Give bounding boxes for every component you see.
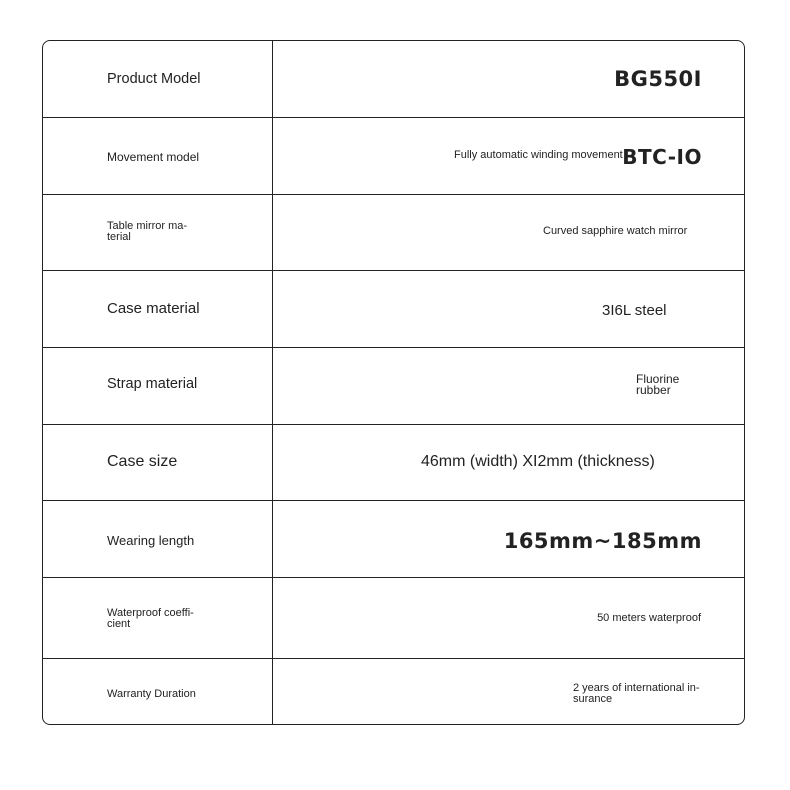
spec-label: Case size — [107, 453, 178, 470]
spec-row-case-size — [43, 425, 744, 501]
spec-label: Product Model — [107, 71, 201, 87]
spec-value: 46mm (width) XI2mm (thickness) — [421, 453, 655, 470]
spec-label: Movement model — [107, 150, 200, 164]
spec-row-waterproof — [43, 578, 744, 659]
spec-table — [42, 40, 745, 725]
spec-value: BTC-IO — [622, 145, 702, 169]
spec-row-wearing-length — [43, 501, 744, 578]
spec-label: Table mirror ma-terial — [107, 220, 188, 243]
spec-value: BG550I — [614, 67, 702, 91]
spec-value: 165mm~185mm — [503, 529, 702, 553]
spec-row-strap-material — [43, 348, 744, 425]
spec-value: 2 years of international in-surance — [573, 682, 700, 705]
spec-label: Case material — [107, 300, 200, 317]
spec-label: Wearing length — [107, 533, 195, 548]
spec-row-product-model — [43, 41, 744, 118]
spec-row-movement-model — [43, 118, 744, 195]
spec-label: Warranty Duration — [107, 688, 196, 700]
spec-value: 50 meters waterproof — [597, 612, 701, 624]
spec-value: Fluorine rubber — [636, 372, 680, 397]
spec-label: Strap material — [107, 376, 198, 392]
spec-value: Curved sapphire watch mirror — [543, 225, 688, 237]
spec-row-mirror-material — [43, 195, 744, 271]
spec-value-prefix: Fully automatic winding movement — [454, 149, 623, 161]
spec-value: 3I6L steel — [602, 302, 667, 319]
spec-label: Waterproof coeffi-cient — [107, 607, 194, 630]
spec-row-warranty — [43, 659, 744, 725]
spec-row-case-material — [43, 271, 744, 348]
